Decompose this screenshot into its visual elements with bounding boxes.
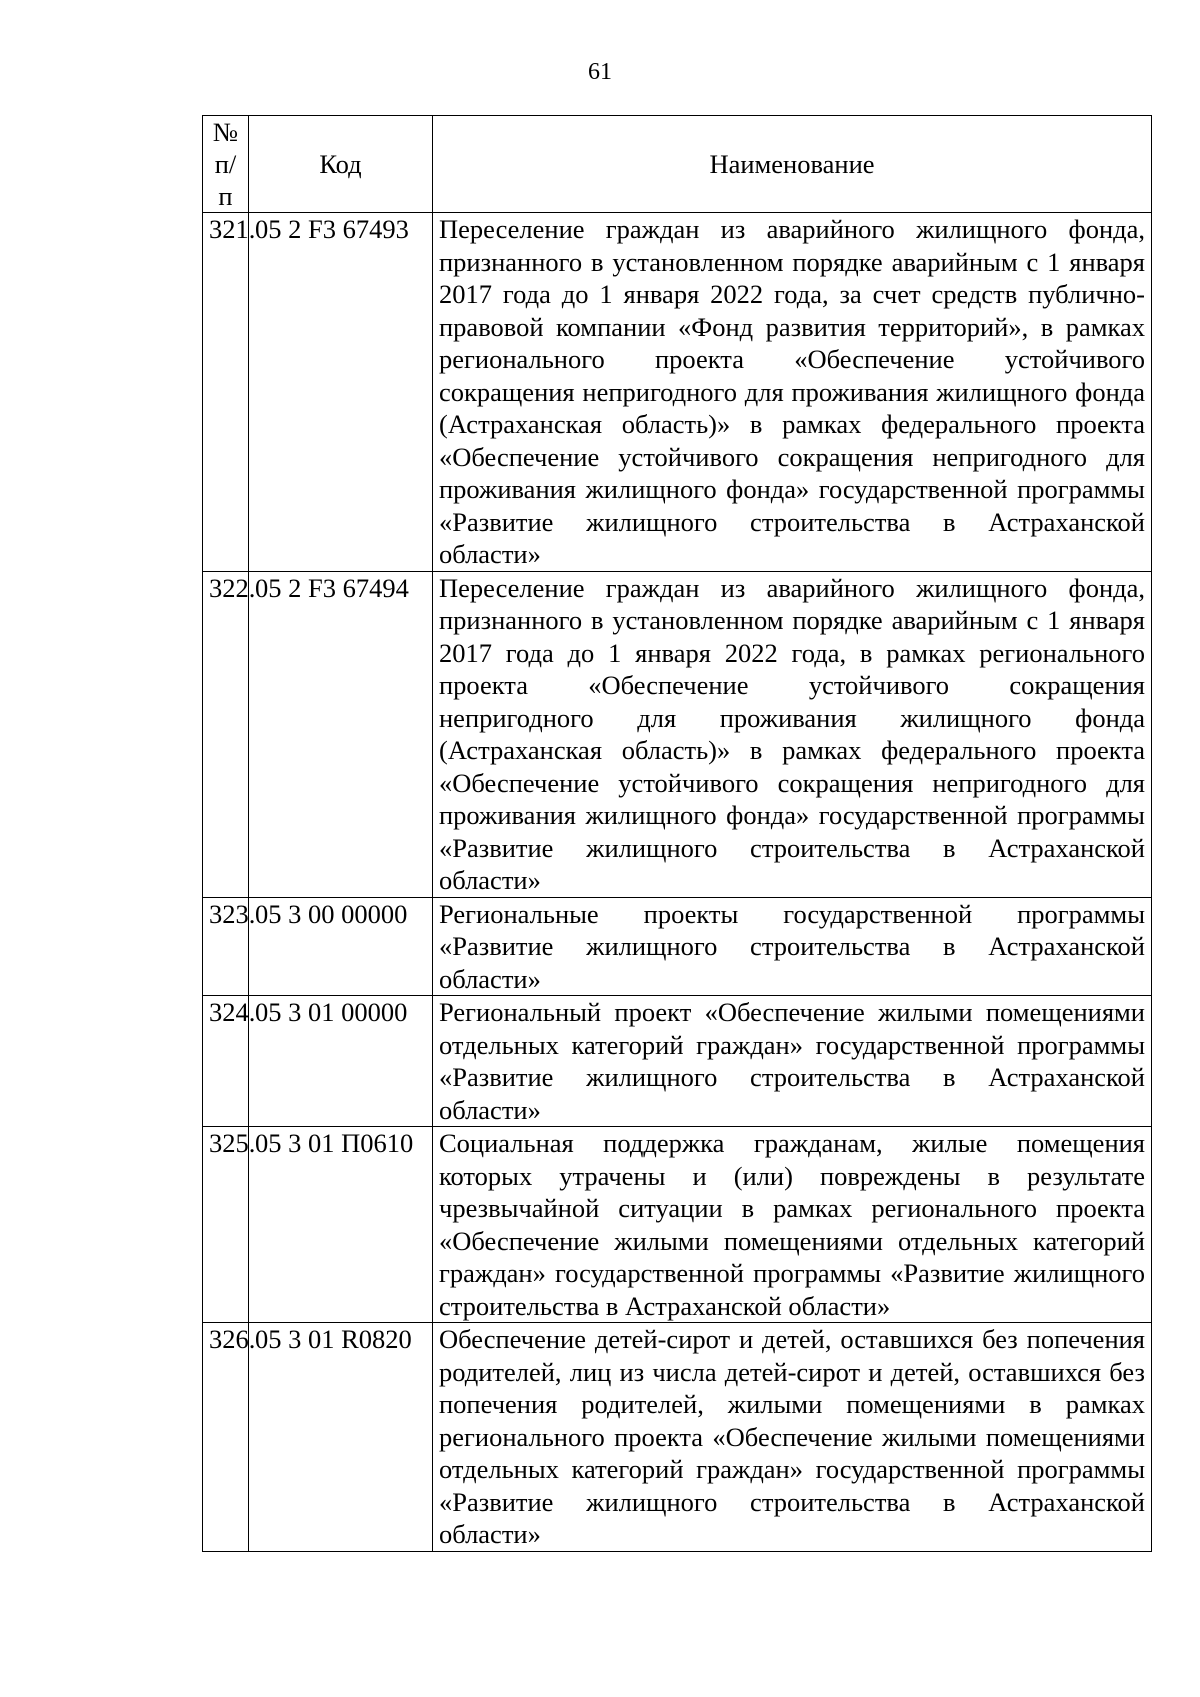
table-row [203, 897, 1152, 996]
row-number: 325. [203, 1127, 249, 1323]
row-code: 05 3 01 00000 [249, 996, 433, 1127]
table-row [203, 1323, 1152, 1552]
table-row [203, 571, 1152, 897]
row-code: 05 2 F3 67493 [249, 213, 433, 572]
row-code: 05 3 00 00000 [249, 897, 433, 996]
row-number: 322. [203, 571, 249, 897]
row-number: 323. [203, 897, 249, 996]
table-row [203, 213, 1152, 572]
row-name: Региональный проект «Обеспечение жилыми помещениями отдельных категорий граждан» государственной программы «Развитие жилищного строительства в Астраханской области» [433, 996, 1152, 1127]
table-header-row [203, 116, 1152, 213]
row-name: Переселение граждан из аварийного жилищного фонда, признанного в установленном порядке аварийным с 1 января 2017 года до 1 января 2022 года, в рамках регионального проекта «Обеспечение устойчивого сокращения непригодного для проживания жилищного фонда (Астраханская область)» в рамках федерального проекта «Обеспечение устойчивого сокращения непригодного для проживания жилищного фонда» государственной программы «Развитие жилищного строительства в Астраханской области» [433, 571, 1152, 897]
header-code: Код [249, 116, 433, 213]
table-row [203, 1127, 1152, 1323]
row-code: 05 3 01 R0820 [249, 1323, 433, 1552]
row-name: Переселение граждан из аварийного жилищного фонда, признанного в установленном порядке аварийным с 1 января 2017 года до 1 января 2022 года, за счет средств публично-правовой компании «Фонд развития территорий», в рамках регионального проекта «Обеспечение устойчивого сокращения непригодного для проживания жилищного фонда (Астраханская область)» в рамках федерального проекта «Обеспечение устойчивого сокращения непригодного для проживания жилищного фонда» государственной программы «Развитие жилищного строительства в Астраханской области» [433, 213, 1152, 572]
row-name: Социальная поддержка гражданам, жилые помещения которых утрачены и (или) повреждены в результате чрезвычайной ситуации в рамках регионального проекта «Обеспечение жилыми помещениями отдельных категорий граждан» государственной программы «Развитие жилищного строительства в Астраханской области» [433, 1127, 1152, 1323]
row-number: 326. [203, 1323, 249, 1552]
header-number [203, 116, 249, 213]
row-number: 321. [203, 213, 249, 572]
header-number-abbr: п/п [214, 149, 237, 211]
row-name: Региональные проекты государственной программы «Развитие жилищного строительства в Астраханской области» [433, 897, 1152, 996]
classification-table [202, 115, 1152, 1552]
row-code: 05 2 F3 67494 [249, 571, 433, 897]
header-number-sign: № [212, 117, 239, 147]
table-row [203, 996, 1152, 1127]
row-number: 324. [203, 996, 249, 1127]
row-code: 05 3 01 П0610 [249, 1127, 433, 1323]
row-name: Обеспечение детей-сирот и детей, оставшихся без попечения родителей, лиц из числа детей-сирот и детей, оставшихся без попечения родителей, жилыми помещениями в рамках регионального проекта «Обеспечение жилыми помещениями отдельных категорий граждан» государственной программы «Развитие жилищного строительства в Астраханской области» [433, 1323, 1152, 1552]
header-name: Наименование [433, 116, 1152, 213]
page-number: 61 [588, 59, 612, 85]
